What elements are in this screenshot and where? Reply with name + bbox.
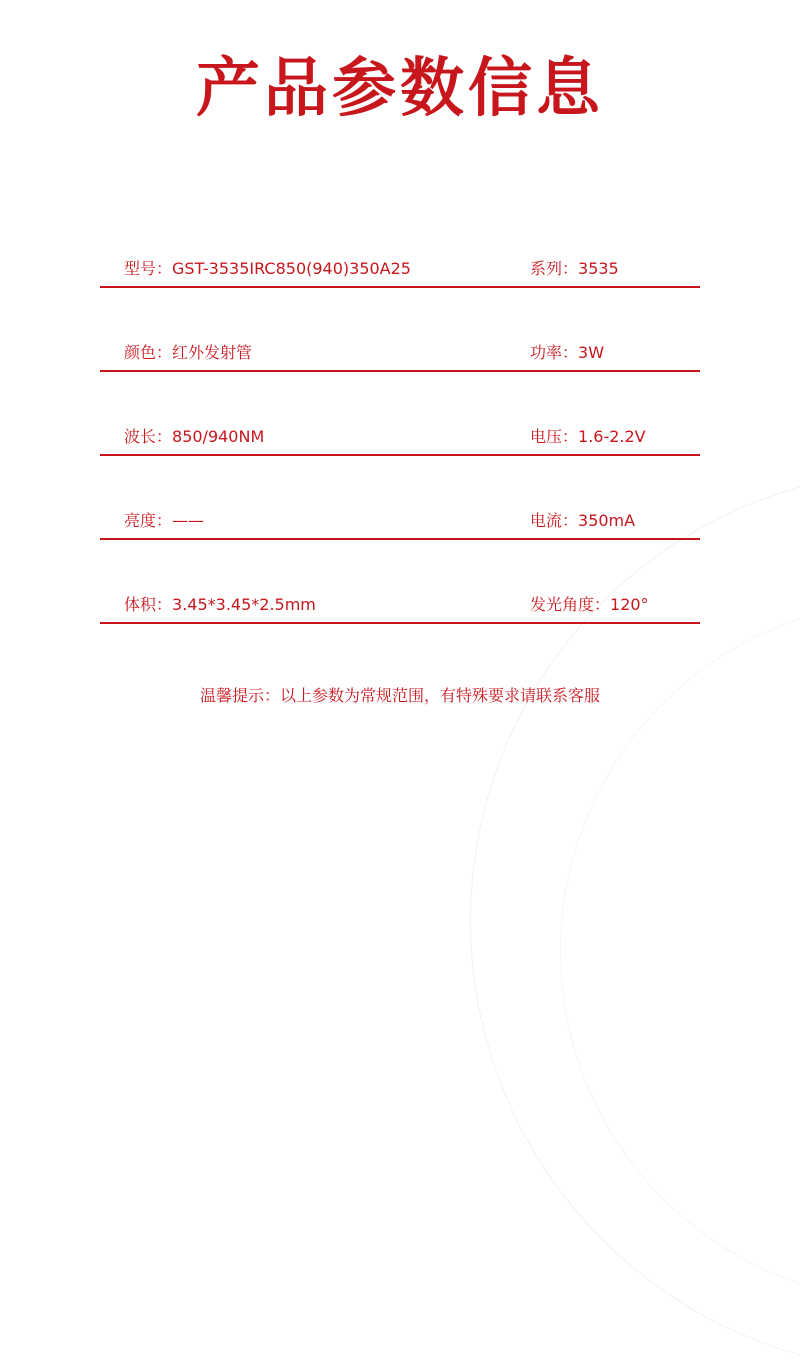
spec-value: 3W — [578, 343, 605, 362]
spec-cell-color — [124, 342, 252, 364]
spec-cell-brightness — [124, 510, 204, 532]
spec-value: 3535 — [578, 259, 619, 278]
spec-cell-size — [124, 594, 316, 616]
spec-value: 红外发射管 — [172, 343, 253, 362]
spec-cell-power — [530, 342, 604, 364]
tips-note: 温馨提示：以上参数为常规范围，有特殊要求请联系客服 — [199, 686, 600, 705]
spec-value: GST-3535IRC850(940)350A25 — [172, 259, 411, 278]
spec-row-brightness — [100, 456, 700, 540]
spec-cell-current — [530, 510, 635, 532]
spec-cell-beam-angle — [530, 594, 649, 616]
spec-value: 350mA — [578, 511, 636, 530]
row-divider — [100, 622, 700, 624]
spec-label: 亮度： — [124, 511, 173, 530]
spec-label: 电流： — [530, 511, 579, 530]
spec-row-color — [100, 288, 700, 372]
spec-label: 发光角度： — [530, 595, 611, 614]
spec-label: 颜色： — [124, 343, 173, 362]
spec-label: 型号： — [124, 259, 173, 278]
spec-table — [100, 236, 700, 624]
page-title: 产品参数信息 — [196, 52, 604, 126]
spec-value: —— — [172, 511, 205, 530]
spec-label: 功率： — [530, 343, 579, 362]
spec-cell-voltage — [530, 426, 646, 448]
spec-value: 1.6-2.2V — [578, 427, 646, 446]
spec-label: 系列： — [530, 259, 579, 278]
spec-label: 波长： — [124, 427, 173, 446]
spec-cell-model — [124, 258, 411, 280]
spec-value: 3.45*3.45*2.5mm — [172, 595, 316, 614]
spec-value: 120° — [610, 595, 649, 614]
spec-row-model — [100, 236, 700, 288]
spec-value: 850/940NM — [172, 427, 265, 446]
spec-label: 体积： — [124, 595, 173, 614]
spec-cell-series — [530, 258, 619, 280]
spec-label: 电压： — [530, 427, 579, 446]
spec-row-wavelength — [100, 372, 700, 456]
spec-row-size — [100, 540, 700, 624]
spec-cell-wavelength — [124, 426, 264, 448]
